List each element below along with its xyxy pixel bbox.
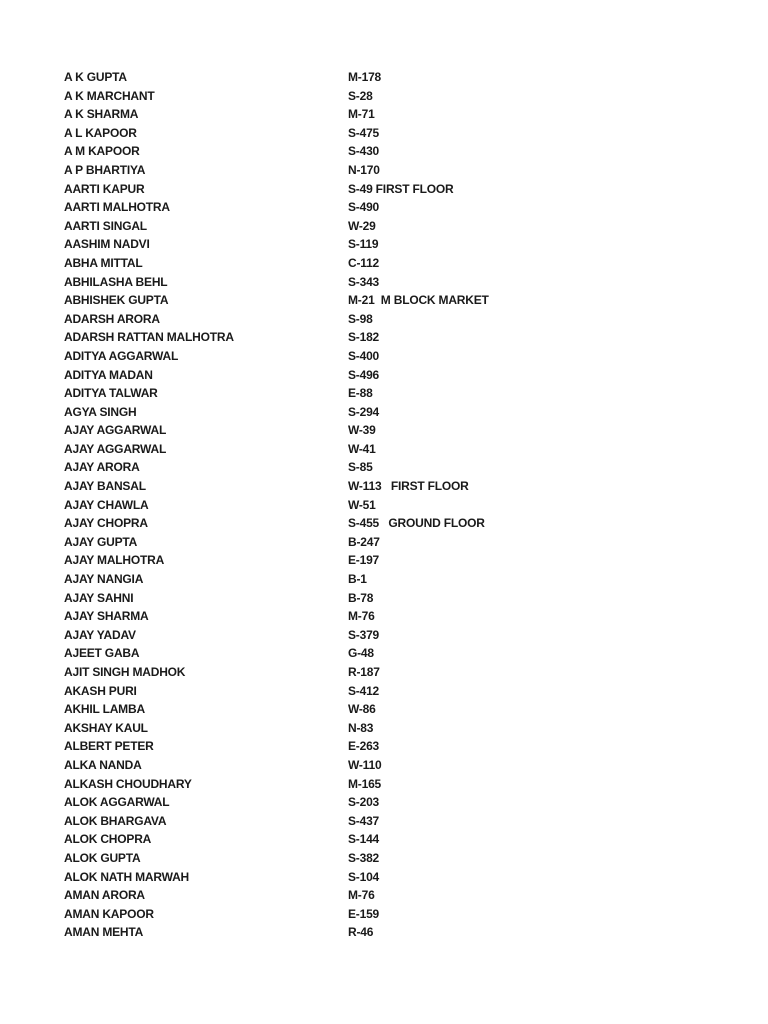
list-item bbox=[64, 533, 704, 552]
resident-name: AASHIM NADVI bbox=[64, 237, 150, 252]
resident-address: N-170 bbox=[348, 162, 380, 177]
resident-name: AKHIL LAMBA bbox=[64, 702, 145, 717]
resident-address: B-247 bbox=[348, 534, 380, 549]
resident-name: AJAY CHOPRA bbox=[64, 516, 148, 531]
resident-name: ABHILASHA BEHL bbox=[64, 274, 168, 289]
resident-name: AJAY MALHOTRA bbox=[64, 553, 165, 568]
list-item bbox=[64, 440, 704, 459]
resident-address: W-113 FIRST FLOOR bbox=[348, 479, 469, 494]
list-item bbox=[64, 477, 704, 496]
list-item bbox=[64, 737, 704, 756]
list-item bbox=[64, 682, 704, 701]
resident-name: A P BHARTIYA bbox=[64, 162, 146, 177]
resident-address: S-430 bbox=[348, 144, 380, 159]
resident-name: AMAN ARORA bbox=[64, 888, 145, 903]
resident-address: C-112 bbox=[348, 255, 380, 270]
resident-address: S-496 bbox=[348, 367, 380, 382]
resident-address: S-119 bbox=[348, 237, 379, 252]
list-item bbox=[64, 421, 704, 440]
resident-name: AJAY AGGARWAL bbox=[64, 423, 167, 438]
resident-address: S-379 bbox=[348, 627, 380, 642]
resident-address: S-182 bbox=[348, 330, 380, 345]
resident-address: S-343 bbox=[348, 274, 380, 289]
resident-address: N-83 bbox=[348, 720, 374, 735]
resident-address: S-85 bbox=[348, 460, 373, 475]
resident-address: E-263 bbox=[348, 739, 380, 754]
resident-name: ADITYA MADAN bbox=[64, 367, 153, 382]
resident-address: B-1 bbox=[348, 572, 367, 587]
list-item bbox=[64, 514, 704, 533]
resident-name: ABHA MITTAL bbox=[64, 255, 143, 270]
resident-address: G-48 bbox=[348, 646, 374, 661]
resident-address: W-51 bbox=[348, 497, 376, 512]
resident-address: W-29 bbox=[348, 218, 376, 233]
resident-name: AJAY CHAWLA bbox=[64, 497, 149, 512]
list-item bbox=[64, 793, 704, 812]
resident-address: E-88 bbox=[348, 386, 373, 401]
list-item bbox=[64, 644, 704, 663]
resident-name: AJAY YADAV bbox=[64, 627, 136, 642]
resident-name: ALKASH CHOUDHARY bbox=[64, 776, 192, 791]
resident-address: S-98 bbox=[348, 311, 373, 326]
resident-name: ALOK AGGARWAL bbox=[64, 795, 170, 810]
resident-address: W-41 bbox=[348, 441, 376, 456]
list-item bbox=[64, 328, 704, 347]
list-item bbox=[64, 161, 704, 180]
resident-name: AJAY BANSAL bbox=[64, 479, 146, 494]
resident-name: AMAN MEHTA bbox=[64, 925, 144, 940]
resident-address: M-71 bbox=[348, 107, 375, 122]
resident-address: S-490 bbox=[348, 200, 380, 215]
resident-name: AKASH PURI bbox=[64, 683, 137, 698]
list-item bbox=[64, 180, 704, 199]
list-item bbox=[64, 923, 704, 942]
list-item bbox=[64, 403, 704, 422]
list-item bbox=[64, 551, 704, 570]
resident-name: AJIT SINGH MADHOK bbox=[64, 665, 186, 679]
resident-address: S-104 bbox=[348, 869, 380, 884]
resident-name: AJAY SHARMA bbox=[64, 609, 149, 624]
resident-name: A L KAPOOR bbox=[64, 125, 137, 140]
list-item bbox=[64, 105, 704, 124]
list-item bbox=[64, 310, 704, 329]
resident-name: AARTI SINGAL bbox=[64, 218, 147, 233]
list-item bbox=[64, 719, 704, 738]
list-item bbox=[64, 384, 704, 403]
resident-name: ADARSH ARORA bbox=[64, 311, 160, 326]
list-item bbox=[64, 142, 704, 161]
resident-name: ALOK CHOPRA bbox=[64, 832, 152, 847]
resident-address: W-39 bbox=[348, 423, 376, 438]
resident-name: AARTI MALHOTRA bbox=[64, 200, 170, 215]
list-item bbox=[64, 291, 704, 310]
resident-address: E-159 bbox=[348, 906, 380, 921]
resident-address: S-294 bbox=[348, 404, 380, 419]
resident-address: W-86 bbox=[348, 702, 376, 717]
resident-name: ADARSH RATTAN MALHOTRA bbox=[64, 330, 234, 345]
list-item bbox=[64, 273, 704, 292]
resident-name: AGYA SINGH bbox=[64, 404, 137, 419]
list-item bbox=[64, 830, 704, 849]
resident-name: A K MARCHANT bbox=[64, 88, 155, 103]
list-item bbox=[64, 849, 704, 868]
resident-address: S-144 bbox=[348, 832, 380, 847]
resident-address: S-49 FIRST FLOOR bbox=[348, 181, 454, 196]
resident-address: S-203 bbox=[348, 795, 380, 810]
resident-address: M-165 bbox=[348, 776, 382, 791]
resident-name: ALBERT PETER bbox=[64, 739, 154, 754]
list-item bbox=[64, 626, 704, 645]
resident-name: A K GUPTA bbox=[64, 70, 127, 84]
resident-name: ALOK NATH MARWAH bbox=[64, 869, 190, 884]
list-item bbox=[64, 198, 704, 217]
resident-name: AMAN KAPOOR bbox=[64, 906, 154, 921]
list-item bbox=[64, 663, 704, 682]
list-item bbox=[64, 254, 704, 273]
resident-address: M-178 bbox=[348, 70, 382, 84]
resident-name: AJAY GUPTA bbox=[64, 534, 138, 549]
resident-address: S-437 bbox=[348, 813, 380, 828]
list-item bbox=[64, 124, 704, 143]
list-item bbox=[64, 812, 704, 831]
resident-name: ALOK BHARGAVA bbox=[64, 813, 167, 828]
resident-address: S-400 bbox=[348, 348, 380, 363]
resident-address: W-110 bbox=[348, 757, 382, 772]
list-item bbox=[64, 868, 704, 887]
resident-name: AJAY AGGARWAL bbox=[64, 441, 167, 456]
resident-address: R-46 bbox=[348, 925, 374, 940]
list-item bbox=[64, 589, 704, 608]
resident-name: AJAY SAHNI bbox=[64, 590, 134, 605]
resident-name: ALOK GUPTA bbox=[64, 850, 141, 865]
resident-name: AKSHAY KAUL bbox=[64, 720, 148, 735]
resident-name: A K SHARMA bbox=[64, 107, 139, 122]
list-item bbox=[64, 366, 704, 385]
list-item bbox=[64, 347, 704, 366]
list-item bbox=[64, 496, 704, 515]
list-item bbox=[64, 756, 704, 775]
list-item bbox=[64, 700, 704, 719]
list-item bbox=[64, 458, 704, 477]
list-item bbox=[64, 607, 704, 626]
resident-address: S-412 bbox=[348, 683, 380, 698]
resident-name: ADITYA AGGARWAL bbox=[64, 348, 179, 363]
resident-name: AJEET GABA bbox=[64, 646, 140, 661]
resident-name: AJAY NANGIA bbox=[64, 572, 144, 587]
resident-name: AARTI KAPUR bbox=[64, 181, 145, 196]
resident-name: AJAY ARORA bbox=[64, 460, 140, 475]
list-item bbox=[64, 235, 704, 254]
list-item bbox=[64, 886, 704, 905]
list-item bbox=[64, 87, 704, 106]
list-item bbox=[64, 68, 704, 87]
resident-address: S-475 bbox=[348, 125, 380, 140]
resident-address: B-78 bbox=[348, 590, 374, 605]
resident-address: S-382 bbox=[348, 850, 380, 865]
resident-name: ADITYA TALWAR bbox=[64, 386, 158, 401]
list-item bbox=[64, 775, 704, 794]
resident-name: A M KAPOOR bbox=[64, 144, 140, 159]
resident-address: S-28 bbox=[348, 88, 373, 103]
resident-address: R-187 bbox=[348, 665, 380, 679]
resident-address: S-455 GROUND FLOOR bbox=[348, 516, 485, 531]
resident-address: E-197 bbox=[348, 553, 380, 568]
directory-list bbox=[64, 68, 704, 942]
resident-name: ABHISHEK GUPTA bbox=[64, 293, 169, 308]
list-item bbox=[64, 905, 704, 924]
resident-name: ALKA NANDA bbox=[64, 757, 142, 772]
list-item bbox=[64, 570, 704, 589]
resident-address: M-21 M BLOCK MARKET bbox=[348, 293, 489, 308]
resident-address: M-76 bbox=[348, 609, 375, 624]
resident-address: M-76 bbox=[348, 888, 375, 903]
list-item bbox=[64, 217, 704, 236]
